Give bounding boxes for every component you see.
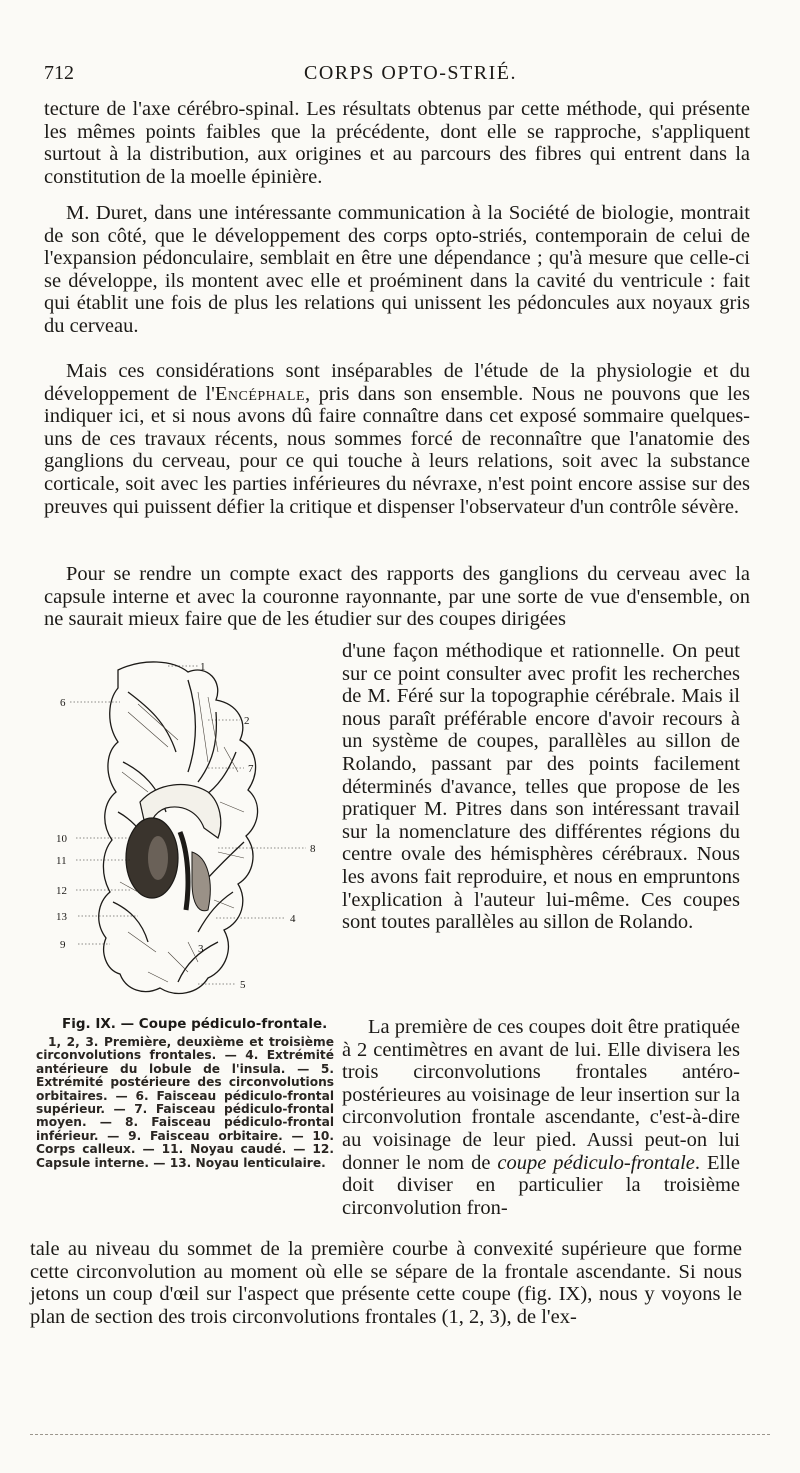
label-13: 13	[56, 911, 67, 923]
label-8: 8	[310, 843, 316, 855]
label-4: 4	[290, 913, 296, 925]
label-2: 2	[244, 715, 250, 727]
figure-caption-title: Fig. IX. — Coupe pédiculo-frontale.	[62, 1016, 328, 1032]
paragraph-7: tale au niveau du sommet de la première courbe à convexité supérieure que forme cette circonvolution au moment où elle se sépare de la frontale ascendante. Si nous jetons un coup d'œil sur l'aspect que présente cette coupe (fig. IX), nous y voyons le plan de section des trois circonvolutions frontales (1, 2, 3), de l'ex-	[30, 1238, 742, 1328]
paragraph-2: M. Duret, dans une intéressante communication à la Société de biologie, montrait de son côté, que le développement des corps opto-striés, contemporain de celui de l'expansion pédonculaire, semblait en être une dépendance ; qu'à mesure que celle-ci se développe, ils montent avec elle et proéminent dans la cavité du ventricule : fait qui établit une fois de plus les relations qui unissent les pédoncules aux noyaux gris du cerveau.	[44, 202, 750, 337]
footer-rule	[30, 1434, 770, 1435]
label-5: 5	[240, 979, 246, 991]
paragraph-3-start: Mais ces considérations sont inséparables de l'étude de la physiologie et du développement de l'	[44, 360, 750, 405]
paragraph-1: tecture de l'axe cérébro-spinal. Les résultats obtenus par cette méthode, qui présente les mêmes points faibles que la précédente, dont elle se rapproche, s'appliquent surtout à la distribution, aux origines et au parcours des fibres qui entrent dans la constitution de la moelle épinière.	[44, 98, 750, 188]
label-10: 10	[56, 833, 67, 845]
page-number: 712	[44, 62, 74, 84]
paragraph-3-end: , pris dans son ensemble. Nous ne pouvons que les indiquer ici, et si nous avons dû faire connaître dans cet exposé sommaire quelques-uns de ces travaux récents, nous sommes forcé de reconnaître que l'anatomie des ganglions du cerveau, pour ce qui touche à leurs relations, soit avec la substance corticale, soit avec les parties inférieures du névraxe, n'est point encore assise sur des preuves qui puissent défier la critique et dispenser l'observateur d'un contrôle sévère.	[44, 382, 750, 518]
label-9: 9	[60, 939, 66, 951]
figure-caption-body: 1, 2, 3. Première, deuxième et troisième circonvolutions frontales. — 4. Extrémité antérieure du lobule de l'insula. — 5. Extrémité postérieure des circonvolutions orbitaires. — 6. Faisceau pédiculo-frontal supérieur. — 7. Faisceau pédiculo-frontal moyen. — 8. Faisceau pédiculo-frontal inférieur. — 9. Faisceau orbitaire. — 10. Corps calleux. — 11. Noyau caudé. — 12. Capsule interne. — 13. Noyau lenticulaire.	[36, 1035, 334, 1170]
paragraph-4: Pour se rendre un compte exact des rapports des ganglions du cerveau avec la capsule interne et avec la couronne rayonnante, par une sorte de vue d'ensemble, on ne saurait mieux faire que de les étudier sur des coupes dirigées	[44, 563, 750, 631]
paragraph-6-start: La première de ces coupes doit être pratiquée à 2 centimètres en avant de lui. Elle divisera les trois circonvolutions frontales antéro-postérieures au voisinage de leur insertion sur la circonvolution frontale ascendante, c'est-à-dire au voisinage de leur pied. Aussi peut-on lui donner le nom de	[342, 1016, 740, 1174]
label-7: 7	[248, 763, 254, 775]
paragraph-6	[342, 1016, 740, 1219]
figure-ix-brain-section	[48, 652, 338, 1012]
label-11: 11	[56, 855, 67, 867]
term-coupe-pediculo-frontale: coupe pédiculo-frontale	[497, 1151, 695, 1174]
label-12: 12	[56, 885, 67, 897]
term-encephale: Encéphale	[214, 382, 306, 405]
paragraph-5: d'une façon méthodique et rationnelle. On peut sur ce point consulter avec profit les recherches de M. Féré sur la topographie cérébrale. Mais il nous paraît préférable encore d'avoir recours à un système de coupes, parallèles au sillon de Rolando, passant par des points facilement déterminés d'avance, telles que propose de les pratiquer M. Pitres dans son intéressant travail sur la nomenclature des différentes régions du centre ovale des hémisphères cérébraux. Nous les avons fait reproduire, et nous en empruntons l'explication à l'auteur lui-même. Ces coupes sont toutes parallèles au sillon de Rolando.	[342, 640, 740, 934]
paragraph-6-end: . Elle doit diviser en particulier la troisième circonvolution fron-	[342, 1151, 740, 1219]
page-header	[44, 62, 744, 92]
label-3: 3	[198, 943, 204, 955]
label-1: 1	[200, 661, 206, 673]
running-title: CORPS OPTO-STRIÉ.	[304, 62, 517, 84]
paragraph-3	[44, 360, 750, 518]
label-6: 6	[60, 697, 66, 709]
brain-section-drawing	[48, 652, 338, 1012]
